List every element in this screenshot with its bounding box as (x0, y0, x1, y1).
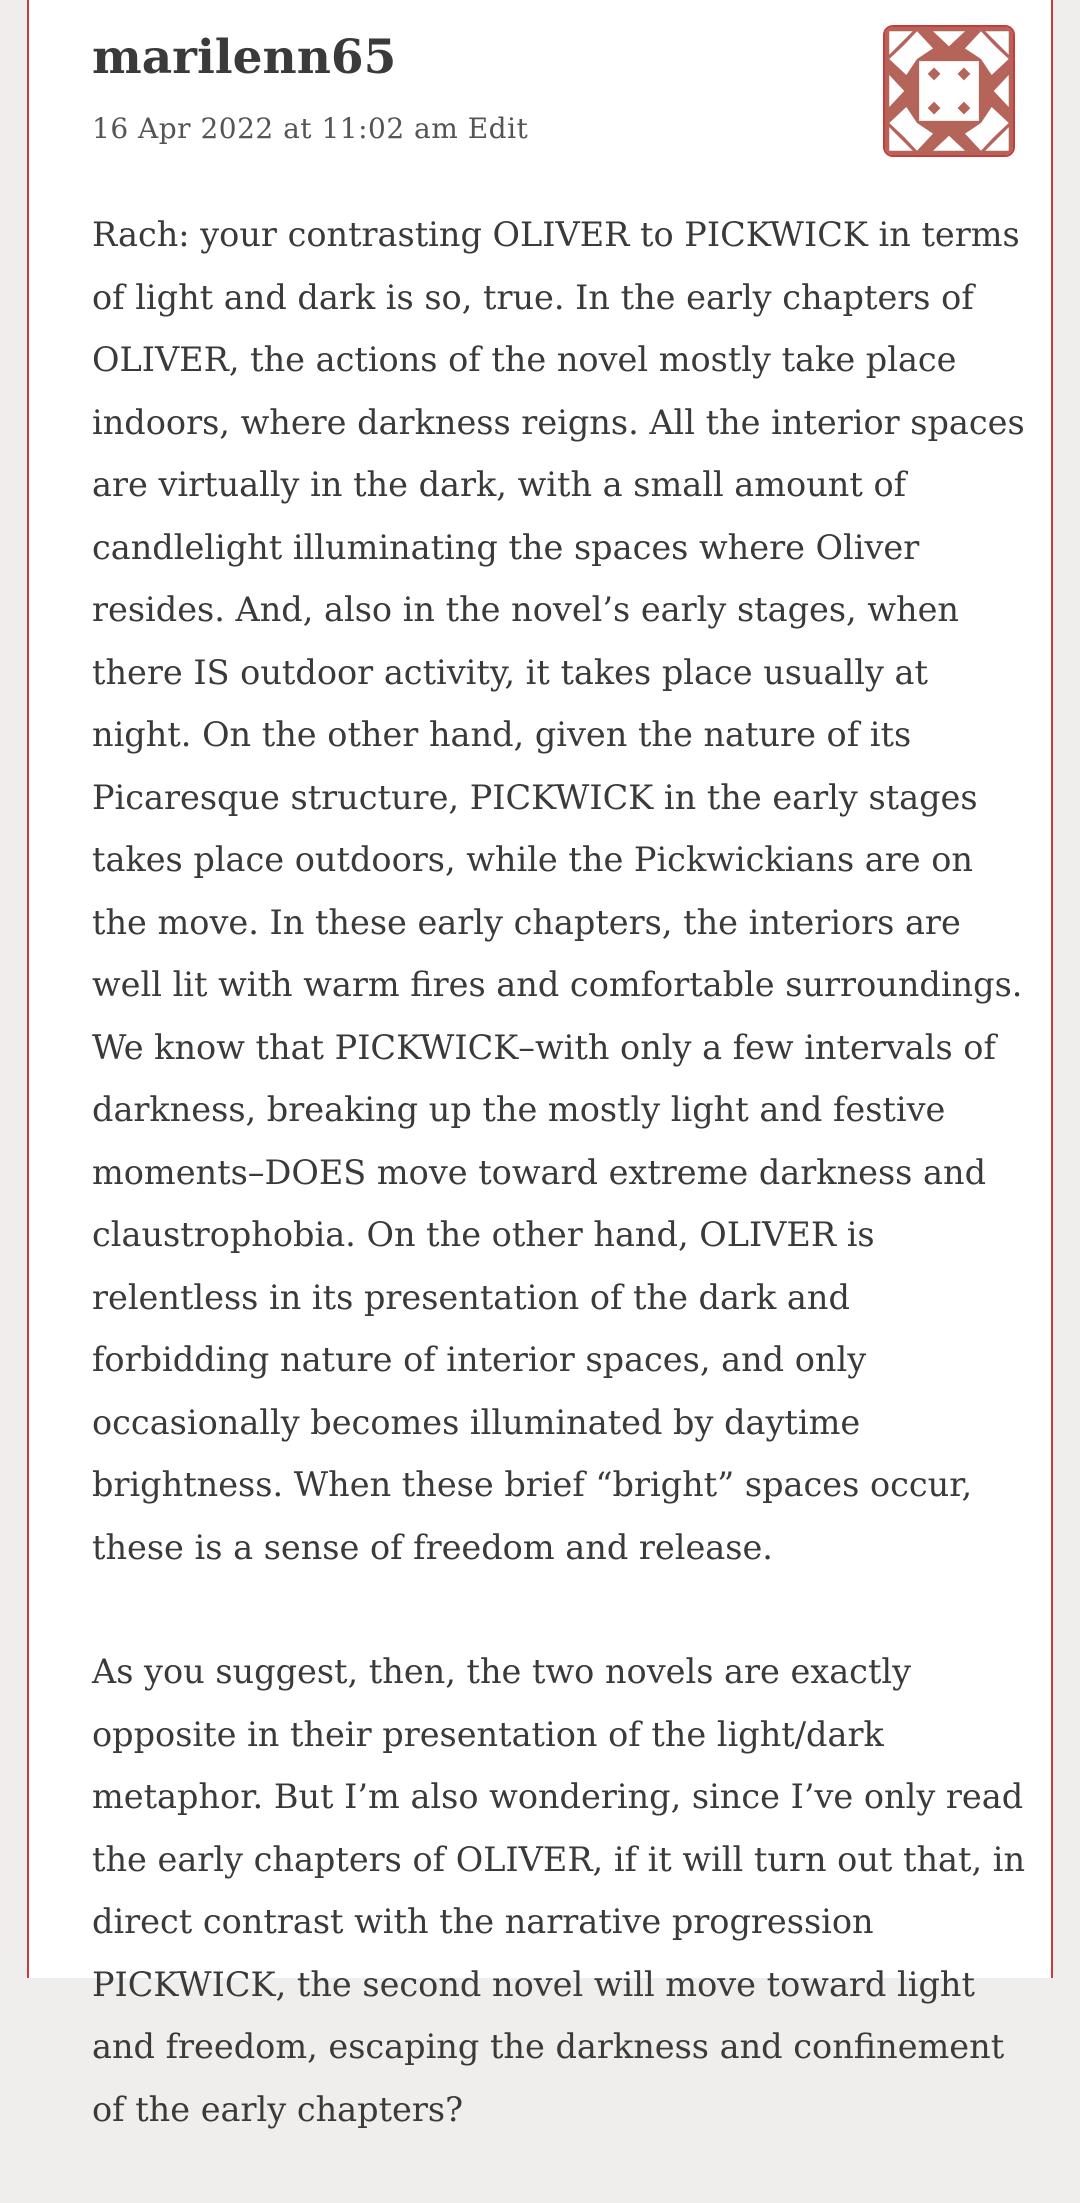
edit-link[interactable]: Edit (467, 112, 529, 145)
identicon-avatar (883, 25, 1015, 157)
comment-body (92, 204, 1027, 2203)
comment-meta (92, 112, 528, 145)
comment-paragraph: As you suggest, then, the two novels are exactly opposite in their presentation of the light/dark metaphor. But I’m also wondering, since I’ve only read the early chapters of OLIVER, if it will turn out that, in direct contrast with the narrative progression PICKWICK, the second novel will move toward light and freedom, escaping the darkness and confinement of the early chapters? (92, 1652, 1026, 2129)
comment-paragraph: Rach: your contrasting OLIVER to PICKWICK in terms of light and dark is so, true. In the early chapters of OLIVER, the actions of the novel mostly take place indoors, where darkness reigns. All the interior spaces are virtually in the dark, with a small amount of candlelight illuminating the spaces where Oliver resides. And, also in the novel’s early stages, when there IS outdoor activity, it takes place usually at night. On the other hand, given the nature of its Picaresque structure, PICKWICK in the early stages takes place outdoors, while the Pickwickians are on the move. In these early chapters, the interiors are well lit with warm fires and comfortable surroundings. We know that PICKWICK–with only a few intervals of darkness, breaking up the mostly light and festive moments–DOES move toward extreme darkness and claustrophobia. On the other hand, OLIVER is relentless in its presentation of the dark and forbidding nature of interior spaces, and only occasionally becomes illuminated by daytime brightness. When these brief “bright” spaces occur, these is a sense of freedom and release. (92, 215, 1025, 1567)
avatar-icon (885, 27, 1013, 155)
comment-date-link[interactable]: 16 Apr 2022 at 11:02 am (92, 112, 459, 145)
comment-author[interactable]: marilenn65 (92, 30, 397, 85)
comment-card (27, 0, 1053, 2129)
